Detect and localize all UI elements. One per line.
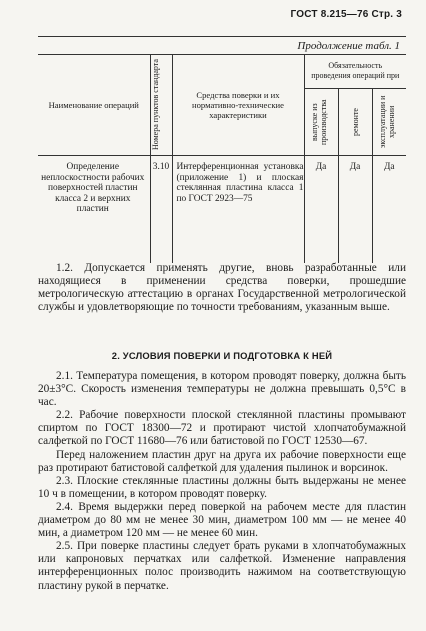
- row-clause: 3.10: [150, 156, 172, 215]
- paragraph-2-3: 2.3. Плоские стеклянные пластины должны быть выдержаны не менее 10 ч в помещении, в котором проводят поверку.: [38, 474, 406, 500]
- table-continuation-note: Продолжение табл. 1: [297, 40, 400, 52]
- verification-operations-table: [38, 54, 406, 263]
- col-header-mandatory-group: Обязательность проведения операций при: [304, 55, 406, 89]
- paragraph-1-2: 1.2. Допускается применять другие, вновь разработанные или находящиеся в применении средства поверки, прошедшие метрологическую аттестацию в органах Государственной метрологической службы и удовлетворяющие по точности требованиям, указанным выше.: [38, 262, 406, 314]
- col-header-operations: Наименование операций: [38, 55, 150, 156]
- row-operation: Определение неплоскостности рабочих поверхностей пластин класса 2 и верхних пластин: [38, 156, 150, 215]
- running-head: ГОСТ 8.215—76 Стр. 3: [290, 9, 402, 20]
- paragraph-2-5: 2.5. При поверке пластины следует брать руками в хлопчатобумажных или капроновых перчатках или салфеткой. Изменение направления интерференционных полос производить нажимом на соответствующую пластину рукой в перчатке.: [38, 540, 406, 592]
- paragraph-2-2: 2.2. Рабочие поверхности плоской стеклянной пластины промывают спиртом по ГОСТ 18300—72 и протирают чистой хлопчатобумажной салфеткой по ГОСТ 11680—76 или батистовой по ГОСТ 12530—67.: [38, 409, 406, 448]
- col-header-in-service-text: эксплуатации и хранении: [378, 95, 397, 149]
- col-header-after-manufacture: [304, 88, 338, 155]
- section-2-body: [38, 370, 406, 593]
- col-header-clause-numbers-text: Номера пунктов стандарта: [151, 59, 160, 151]
- table-row: [38, 156, 406, 215]
- col-header-clause-numbers: [150, 55, 172, 156]
- col-header-after-manufacture-text: выпуске из производства: [310, 99, 328, 145]
- table-top-rule: [38, 36, 406, 37]
- col-header-means: Средства поверки и их нормативно-технические характеристики: [172, 55, 304, 156]
- row-repair: Да: [338, 156, 372, 215]
- row-service: Да: [372, 156, 406, 215]
- row-means: Интерференционная установка (приложение 1) и плоская стеклянная пластина класса 1 по ГОСТ 2923—75: [172, 156, 304, 215]
- table-row-spacer: [38, 215, 406, 263]
- col-header-in-service: [372, 88, 406, 155]
- paragraph-2-1: 2.1. Температура помещения, в котором проводят поверку, должна быть 20±3°С. Скорость изменения температуры не должна превышать 0,5°С в час.: [38, 370, 406, 409]
- paragraph-1-2-block: [38, 262, 406, 314]
- row-manufacture: Да: [304, 156, 338, 215]
- paragraph-2-2-continued: Перед наложением пластин друг на друга их рабочие поверхности еще раз протирают батистовой салфеткой для удаления пылинок и ворсинок.: [38, 448, 406, 474]
- col-header-after-repair-text: ремонте: [350, 107, 360, 136]
- section-2-title: 2. УСЛОВИЯ ПОВЕРКИ И ПОДГОТОВКА К НЕЙ: [111, 350, 333, 361]
- col-header-after-repair: [338, 88, 372, 155]
- paragraph-2-4: 2.4. Время выдержки перед поверкой на рабочем месте для пластин диаметром до 80 мм не менее 30 мин, диаметром 100 мм — не менее 40 мин, а диаметром 120 мм — не менее 60 мин.: [38, 500, 406, 540]
